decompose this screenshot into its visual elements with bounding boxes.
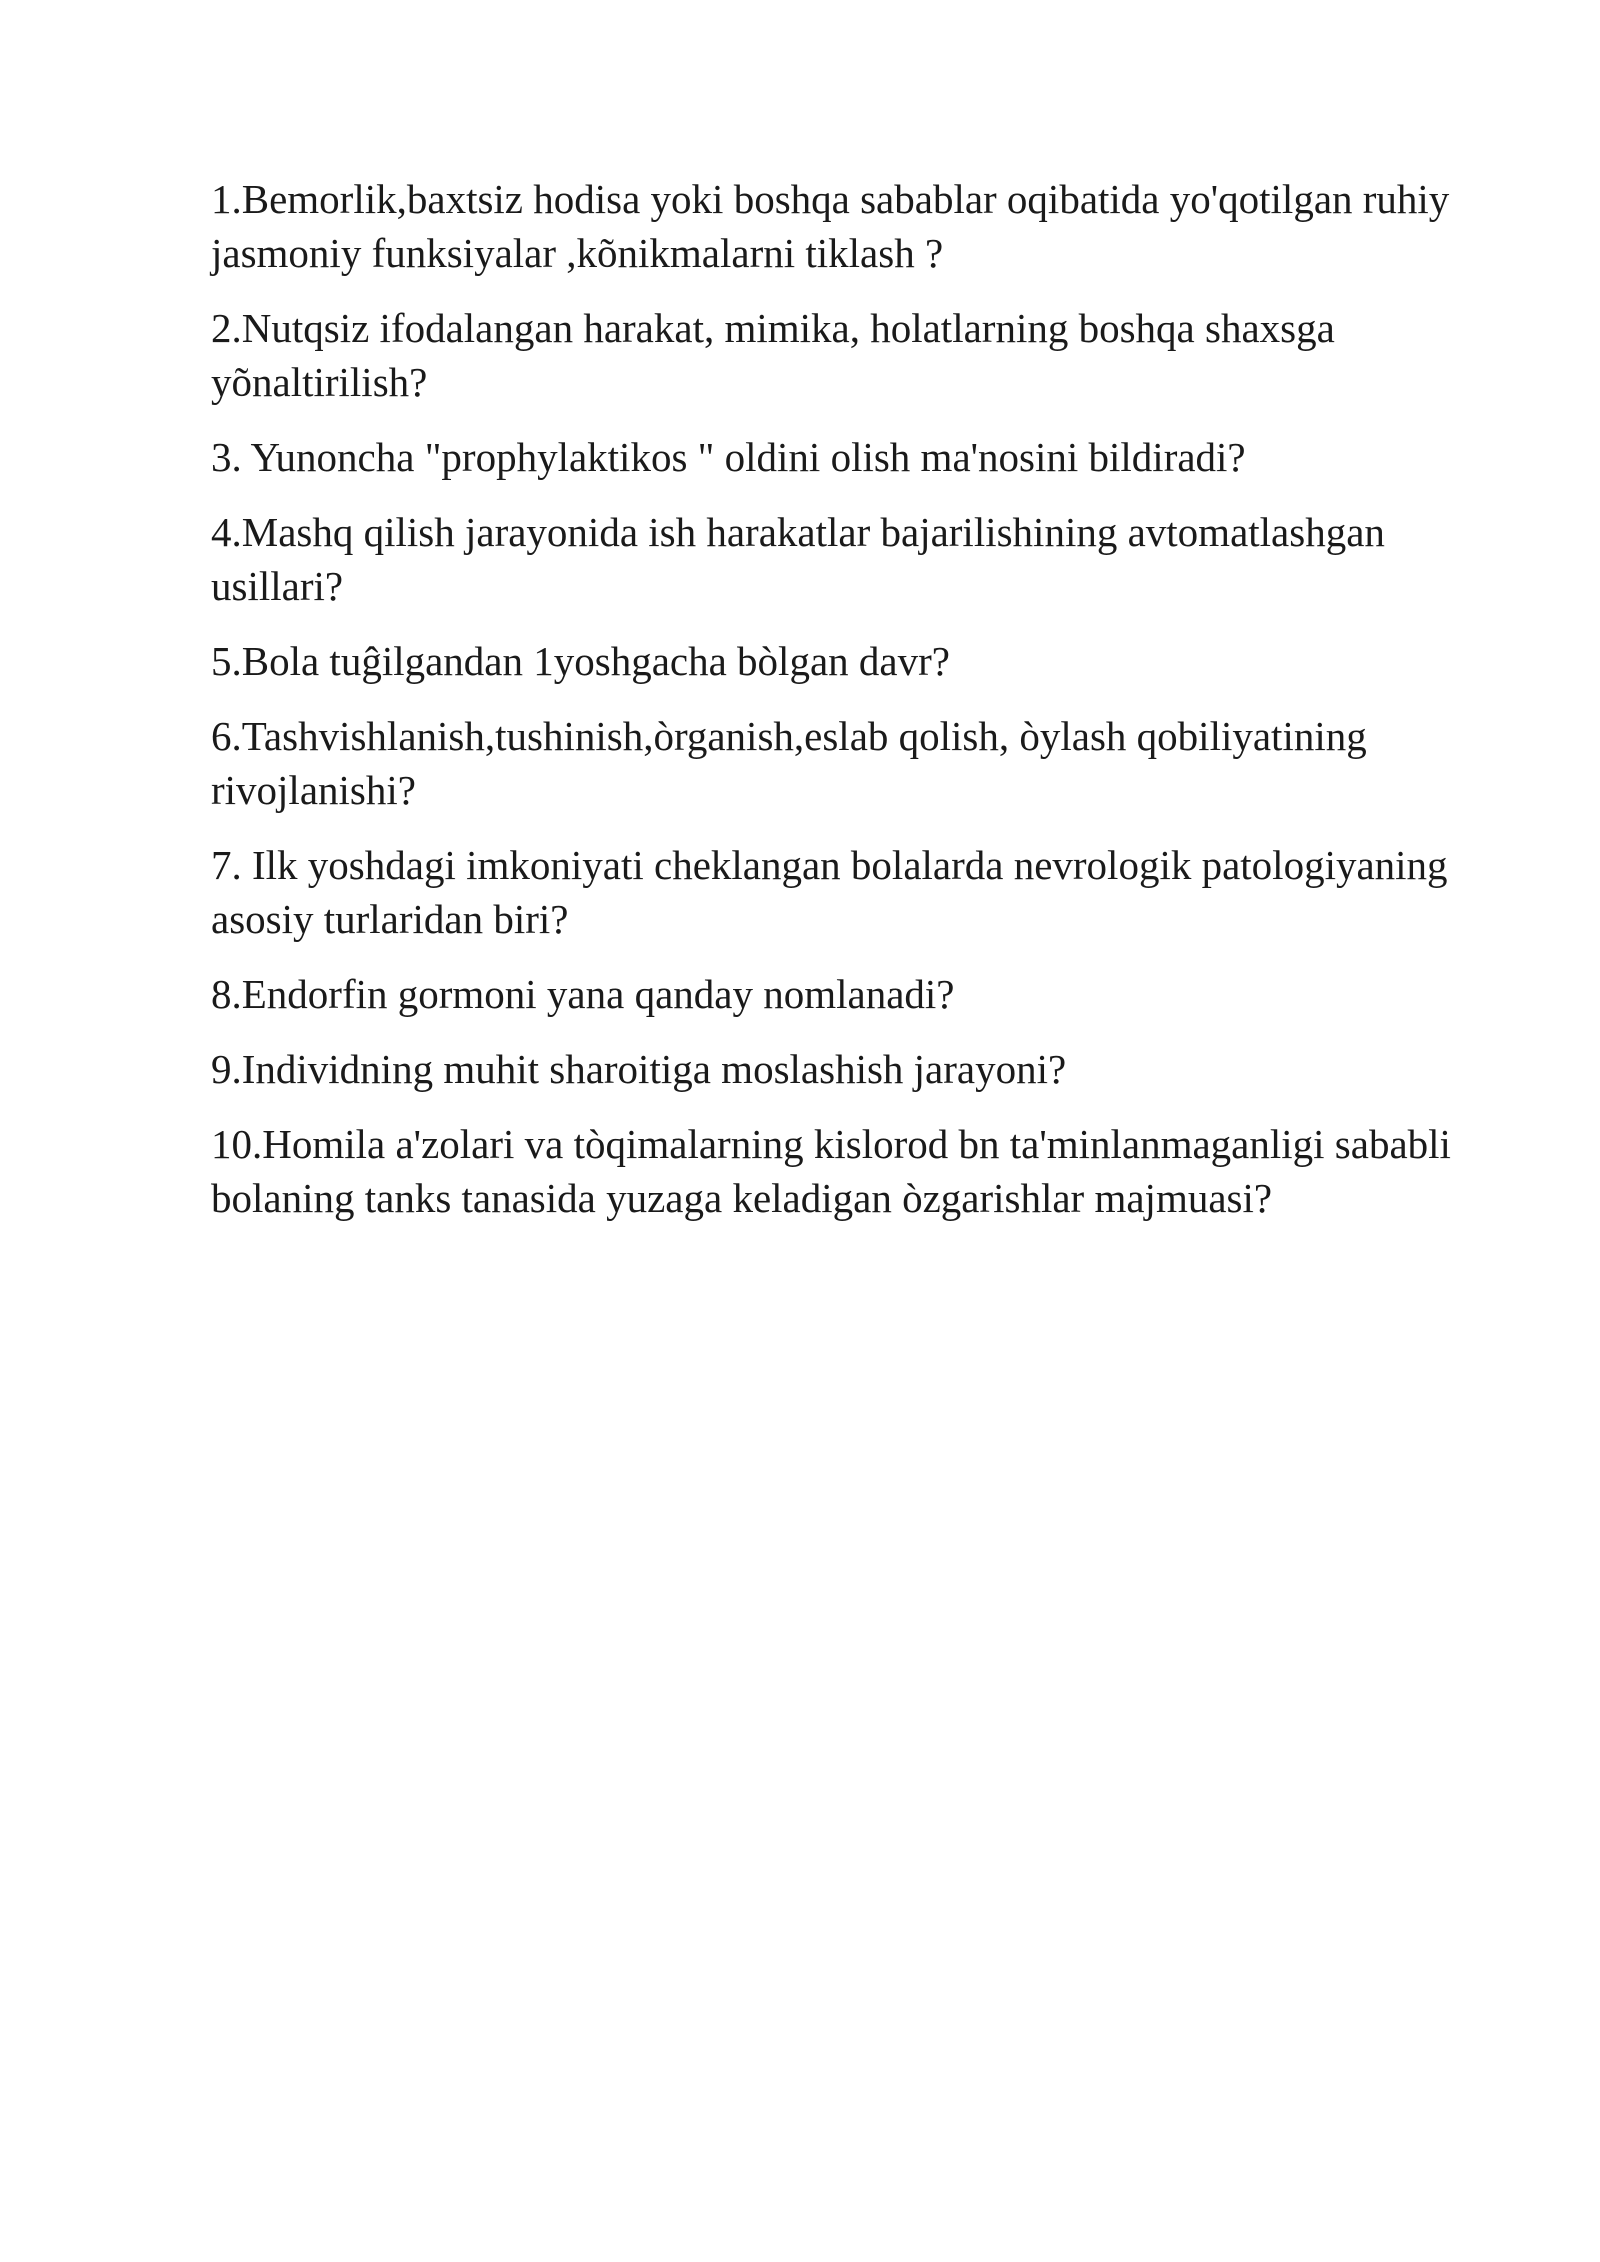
question-3: 3. Yunoncha "prophylaktikos " oldini olish ma'nosini bildiradi? <box>211 434 1246 480</box>
question-4: 4.Mashq qilish jarayonida ish harakatlar bajarilishining avtomatlashgan usillari? <box>211 509 1385 609</box>
question-7: 7. Ilk yoshdagi imkoniyati cheklangan bolalarda nevrologik patologiyaning asosiy turlaridan biri? <box>211 842 1448 942</box>
question-6: 6.Tashvishlanish,tushinish,òrganish,eslab qolish, òylash qobiliyatining rivojlanishi? <box>211 713 1367 813</box>
question-5: 5.Bola tuĝilgandan 1yoshgacha bòlgan davr? <box>211 638 950 684</box>
question-9: 9.Individning muhit sharoitiga moslashish jarayoni? <box>211 1046 1067 1092</box>
question-2: 2.Nutqsiz ifodalangan harakat, mimika, holatlarning boshqa shaxsga yõnaltirilish? <box>211 305 1335 405</box>
question-1: 1.Bemorlik,baxtsiz hodisa yoki boshqa sabablar oqibatida yo'qotilgan ruhiy jasmoniy funksiyalar ,kõnikmalarni tiklash ? <box>211 176 1450 276</box>
question-list <box>211 172 1501 1246</box>
question-8: 8.Endorfin gormoni yana qanday nomlanadi? <box>211 971 955 1017</box>
question-10: 10.Homila a'zolari va tòqimalarning kislorod bn ta'minlanmaganligi sababli bolaning tanks tanasida yuzaga keladigan òzgarishlar majmuasi? <box>211 1121 1451 1221</box>
